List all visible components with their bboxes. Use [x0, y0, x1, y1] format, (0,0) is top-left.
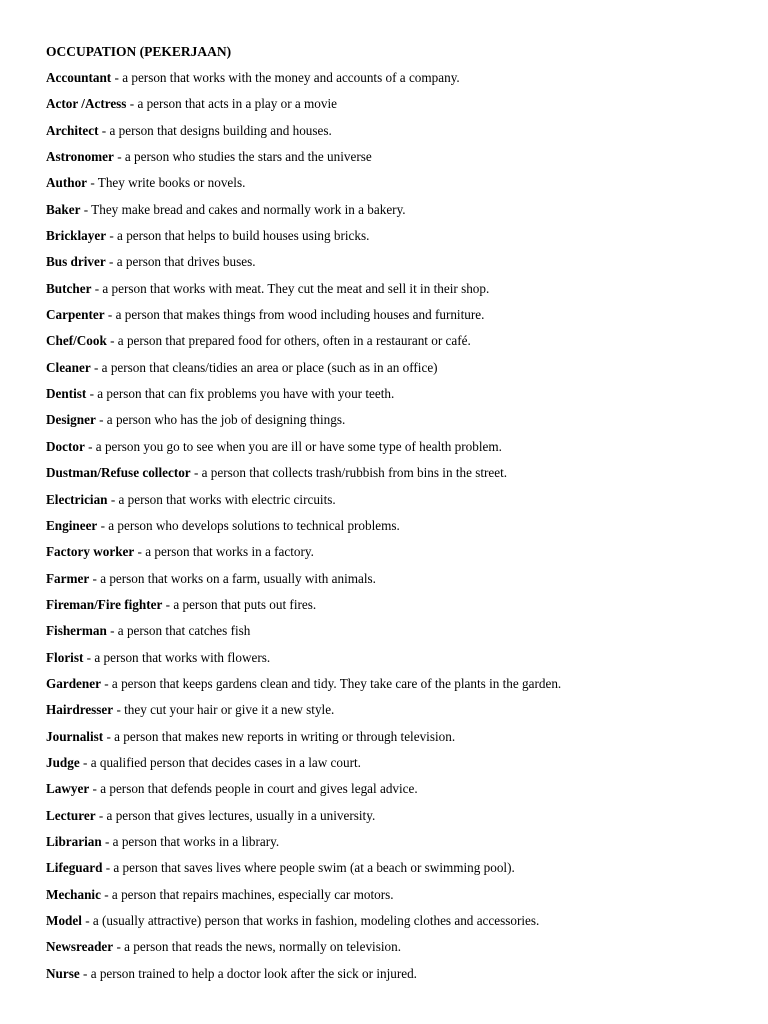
occupation-definition: - a person that works with electric circuits. — [107, 491, 336, 507]
occupation-entry — [46, 358, 746, 384]
occupation-term: Model — [46, 913, 82, 928]
occupation-term: Newsreader — [46, 939, 114, 955]
occupation-term: Butcher — [46, 280, 92, 296]
occupation-term: Designer — [46, 412, 96, 428]
occupation-entry — [46, 858, 746, 884]
occupation-entry — [46, 727, 746, 753]
occupation-term: Fisherman — [46, 623, 107, 639]
occupation-entry — [46, 94, 746, 120]
occupation-term: Librarian — [46, 833, 102, 849]
occupation-term: Astronomer — [46, 149, 114, 165]
occupation-term: Electrician — [46, 491, 108, 507]
occupation-term: Cleaner — [46, 359, 91, 375]
occupation-definition: - a person who studies the stars and the universe — [113, 149, 372, 165]
occupation-term: Journalist — [46, 728, 104, 744]
occupation-term: Mechanic — [46, 886, 101, 902]
occupation-entry — [46, 648, 746, 674]
occupation-entry — [46, 384, 746, 410]
occupation-definition: - a person you go to see when you are ill or have some type of health problem. — [84, 438, 502, 454]
occupation-entry — [46, 595, 746, 621]
occupation-entry — [46, 463, 746, 489]
occupation-term: Carpenter — [46, 307, 105, 323]
occupation-term: Author — [46, 175, 88, 191]
occupation-definition: - a person that cleans/tidies an area or place (such as in an office) — [90, 359, 438, 375]
occupation-term: Baker — [46, 201, 81, 217]
occupation-definition: - a qualified person that decides cases in a law court. — [79, 754, 361, 770]
occupation-term: Lifeguard — [46, 860, 103, 876]
occupation-entry — [46, 490, 746, 516]
occupation-term: Hairdresser — [46, 702, 114, 718]
occupation-entry — [46, 542, 746, 568]
occupation-definition: - a person who has the job of designing things. — [95, 412, 346, 428]
occupation-entry — [46, 832, 746, 858]
occupation-entry — [46, 779, 746, 805]
occupation-entry — [46, 937, 746, 963]
occupation-entry — [46, 911, 746, 937]
occupation-entry — [46, 331, 746, 357]
occupation-definition: - a person that works in a factory. — [134, 544, 314, 560]
occupation-entry — [46, 147, 746, 173]
occupation-definition: - a person that works with meat. They cut the meat and sell it in their shop. — [91, 280, 490, 296]
occupation-definition: - they cut your hair or give it a new style. — [113, 702, 335, 718]
occupation-definition: - a person that keeps gardens clean and tidy. They take care of the plants in the garden. — [100, 675, 562, 691]
occupation-entry — [46, 437, 746, 463]
occupation-term: Architect — [46, 122, 99, 138]
occupation-term: Dentist — [46, 386, 87, 402]
occupation-entry — [46, 753, 746, 779]
occupation-definition: - a person that reads the news, normally on television. — [113, 939, 401, 955]
occupation-definition: - a person that works on a farm, usually with animals. — [89, 570, 376, 586]
occupation-definition: - a person that works with flowers. — [83, 649, 271, 665]
occupation-term: Farmer — [46, 570, 90, 586]
occupation-definition: - a person that works with the money and accounts of a company. — [111, 70, 460, 85]
occupation-entry — [46, 516, 746, 542]
occupation-entry — [46, 674, 746, 700]
occupation-definition: - a person that can fix problems you have with your teeth. — [86, 386, 395, 402]
occupation-definition: - a person that repairs machines, especially car motors. — [100, 886, 394, 902]
occupation-definition: - a person who develops solutions to technical problems. — [97, 517, 400, 533]
occupation-term: Engineer — [46, 517, 98, 533]
occupation-definition: - a person that designs building and houses. — [98, 122, 332, 138]
occupation-term: Judge — [46, 754, 80, 770]
document-page — [46, 42, 746, 990]
occupation-definition: - a person that collects trash/rubbish from bins in the street. — [190, 465, 508, 481]
occupation-definition: - a person that catches fish — [106, 623, 251, 639]
occupation-entry — [46, 68, 746, 94]
occupation-term: Chef/Cook — [46, 333, 107, 349]
page-heading: OCCUPATION (PEKERJAAN) — [46, 44, 232, 59]
occupation-term: Bricklayer — [46, 228, 107, 244]
occupation-entry — [46, 226, 746, 252]
occupation-entry — [46, 121, 746, 147]
occupation-term: Bus driver — [46, 254, 106, 270]
occupation-entry — [46, 305, 746, 331]
occupation-term: Factory worker — [46, 544, 135, 560]
occupation-definition: - a person that drives buses. — [105, 254, 256, 270]
occupation-entry — [46, 410, 746, 436]
occupation-term: Actor /Actress — [46, 96, 127, 112]
occupation-definition: - a person that defends people in court and gives legal advice. — [89, 781, 418, 797]
occupation-definition: - a person that saves lives where people swim (at a beach or swimming pool). — [102, 860, 515, 876]
occupation-term: Lecturer — [46, 807, 96, 823]
occupation-term: Accountant — [46, 70, 112, 85]
occupation-list — [46, 68, 746, 990]
occupation-definition: - a person that makes things from wood including houses and furniture. — [104, 307, 485, 323]
occupation-definition: - a person that puts out fires. — [162, 596, 317, 612]
occupation-definition: - a person that helps to build houses using bricks. — [106, 228, 370, 244]
occupation-entry — [46, 279, 746, 305]
occupation-entry — [46, 252, 746, 278]
occupation-entry — [46, 885, 746, 911]
occupation-definition: - a person that works in a library. — [101, 833, 280, 849]
occupation-definition: - a person trained to help a doctor look after the sick or injured. — [79, 965, 417, 981]
occupation-term: Doctor — [46, 438, 85, 454]
occupation-entry — [46, 806, 746, 832]
occupation-definition: - a person that acts in a play or a movie — [126, 96, 338, 112]
occupation-term: Fireman/Fire fighter — [46, 596, 163, 612]
occupation-entry — [46, 621, 746, 647]
occupation-entry — [46, 173, 746, 199]
occupation-entry — [46, 964, 746, 990]
occupation-definition: - a (usually attractive) person that works in fashion, modeling clothes and accessories. — [81, 913, 540, 928]
occupation-entry — [46, 569, 746, 595]
occupation-term: Gardener — [46, 675, 101, 691]
occupation-definition: - They make bread and cakes and normally work in a bakery. — [80, 201, 406, 217]
occupation-definition: - a person that prepared food for others, often in a restaurant or café. — [106, 333, 471, 349]
occupation-entry — [46, 700, 746, 726]
occupation-term: Florist — [46, 649, 84, 665]
occupation-term: Nurse — [46, 965, 80, 981]
occupation-definition: - They write books or novels. — [87, 175, 246, 191]
occupation-entry — [46, 200, 746, 226]
occupation-term: Dustman/Refuse collector — [46, 465, 191, 481]
occupation-term: Lawyer — [46, 781, 90, 797]
occupation-definition: - a person that makes new reports in writing or through television. — [103, 728, 456, 744]
occupation-definition: - a person that gives lectures, usually in a university. — [95, 807, 376, 823]
